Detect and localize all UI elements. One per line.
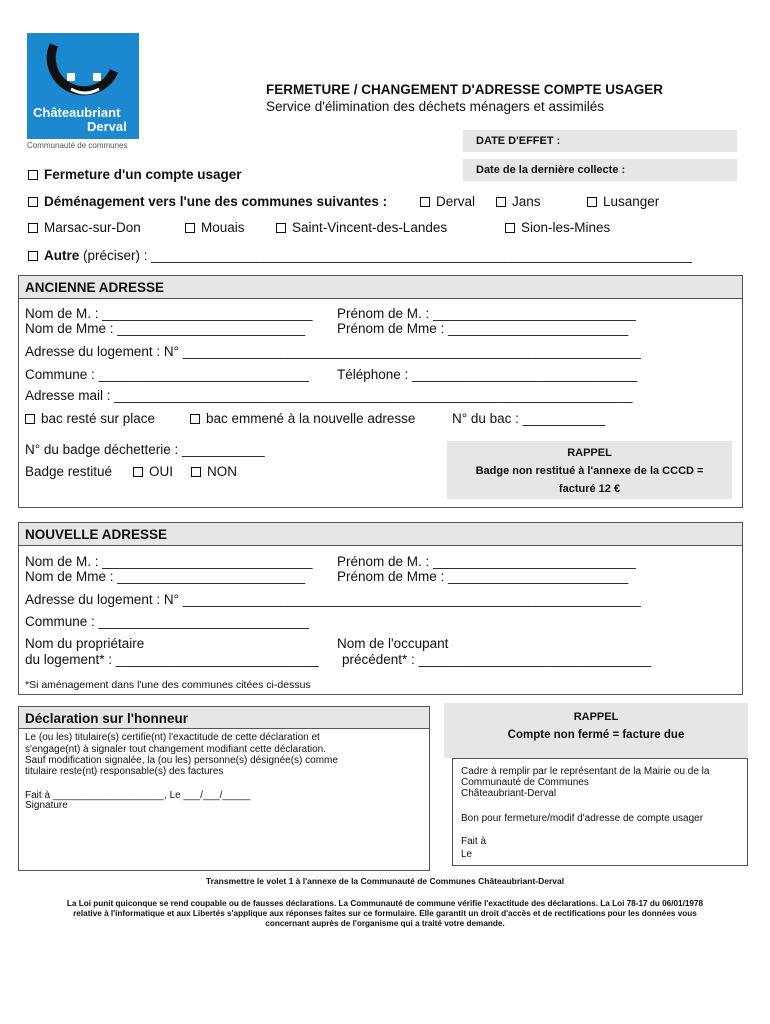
rappel-badge-line2: facturé 12 €	[558, 483, 621, 495]
option-sion[interactable]: Sion-les-Mines	[505, 220, 610, 235]
checkbox[interactable]	[587, 197, 597, 207]
declaration-panel	[18, 706, 430, 871]
checkbox[interactable]	[191, 467, 201, 477]
checkbox[interactable]	[28, 223, 38, 233]
ancienne-adresse[interactable]: Adresse du logement : N° _____________________________________________________________	[25, 344, 641, 359]
mairie-line2: Communauté de Communes	[461, 777, 589, 788]
mairie-le[interactable]: Le	[461, 849, 473, 860]
ancienne-nom-m[interactable]: Nom de M. : ____________________________	[25, 306, 313, 321]
checkbox[interactable]	[25, 414, 35, 424]
declaration-line4: titulaire reste(nt) responsable(s) des factures	[25, 766, 224, 777]
rappel-badge-box	[447, 441, 732, 499]
mairie-fait[interactable]: Fait à	[461, 836, 487, 847]
option-mouais[interactable]: Mouais	[185, 220, 245, 235]
page-subtitle: Service d'élimination des déchets ménagers et assimilés	[266, 99, 604, 114]
date-effet-label: DATE D'EFFET :	[476, 135, 561, 147]
option-lusanger[interactable]: Lusanger	[587, 194, 659, 209]
num-bac[interactable]: N° du bac : ___________	[452, 411, 606, 426]
option-demenagement[interactable]: Déménagement vers l'une des communes suivantes :	[28, 194, 387, 209]
declaration-line1: Le (ou les) titulaire(s) certifie(nt) l'exactitude de cette déclaration et	[25, 732, 320, 743]
nouvelle-adresse[interactable]: Adresse du logement : N° _____________________________________________________________	[25, 592, 641, 607]
nouvelle-prenom-m[interactable]: Prénom de M. : ___________________________	[337, 554, 636, 569]
ancienne-mail[interactable]: Adresse mail : _____________________________________________________________________	[25, 388, 633, 403]
footer-loi-line2: relative à l'informatique et aux Libertés s'applique aux réponses faites sur ce formulaire. Elle garantit un droit d'accès et de rectifications pour les données vous	[73, 909, 697, 918]
checkbox[interactable]	[420, 197, 430, 207]
date-collecte-box[interactable]	[463, 159, 737, 181]
badge-restitue-label: Badge restitué	[25, 464, 113, 479]
option-fermeture[interactable]: Fermeture d'un compte usager	[28, 167, 242, 182]
nouvelle-adresse-title: NOUVELLE ADRESSE	[19, 523, 742, 546]
declaration-title: Déclaration sur l'honneur	[19, 707, 429, 729]
nouvelle-commune[interactable]: Commune : ____________________________	[25, 614, 309, 629]
logo-caption: Communauté de communes	[27, 141, 128, 150]
nouvelle-note: *Si aménagement dans l'une des communes citées ci-dessus	[25, 679, 311, 691]
checkbox[interactable]	[28, 251, 38, 261]
num-badge[interactable]: N° du badge déchetterie : ___________	[25, 442, 265, 457]
nouvelle-nom-m[interactable]: Nom de M. : ____________________________	[25, 554, 313, 569]
option-autre[interactable]: Autre (préciser) : ________________________________________________________________________	[28, 248, 692, 263]
declaration-signature[interactable]: Signature	[25, 800, 68, 811]
footer-transmettre: Transmettre le volet 1 à l'annexe de la Communauté de Communes Châteaubriant-Derval	[205, 876, 565, 886]
declaration-line2: s'engage(nt) à signaler tout changement modifiant cette déclaration.	[25, 744, 326, 755]
mairie-line4: Bon pour fermeture/modif d'adresse de compte usager	[461, 813, 704, 824]
checkbox[interactable]	[28, 170, 38, 180]
option-badge-oui[interactable]: OUI	[133, 464, 173, 479]
logo-line2: Derval	[87, 119, 127, 134]
rappel-compte-title: RAPPEL	[573, 711, 619, 723]
ancienne-telephone[interactable]: Téléphone : ______________________________	[337, 367, 638, 382]
option-bac-emmene[interactable]: bac emmené à la nouvelle adresse	[190, 411, 415, 426]
logo	[27, 33, 139, 139]
rappel-badge-line1: Badge non restitué à l'annexe de la CCCD =	[475, 465, 704, 477]
proprietaire-field[interactable]: du logement* : ___________________________	[25, 652, 319, 667]
ancienne-prenom-m[interactable]: Prénom de M. : ___________________________	[337, 306, 636, 321]
rappel-compte-text: Compte non fermé = facture due	[507, 729, 685, 741]
occupant-label: Nom de l'occupant	[337, 636, 449, 651]
option-derval[interactable]: Derval	[420, 194, 475, 209]
ancienne-prenom-mme[interactable]: Prénom de Mme : ________________________	[337, 321, 629, 336]
page-title: FERMETURE / CHANGEMENT D'ADRESSE COMPTE USAGER	[266, 82, 663, 97]
declaration-fait[interactable]: Fait à ____________________, Le ___/___/_____	[25, 790, 251, 801]
option-jans[interactable]: Jans	[496, 194, 541, 209]
option-bac-place[interactable]: bac resté sur place	[25, 411, 155, 426]
nouvelle-prenom-mme[interactable]: Prénom de Mme : ________________________	[337, 569, 629, 584]
checkbox[interactable]	[190, 414, 200, 424]
mairie-line3: Châteaubriant-Derval	[461, 788, 557, 799]
ancienne-commune[interactable]: Commune : ____________________________	[25, 367, 309, 382]
checkbox[interactable]	[133, 467, 143, 477]
declaration-line3: Sauf modification signalée, la (ou les) personne(s) désignée(s) comme	[25, 755, 338, 766]
checkbox[interactable]	[276, 223, 286, 233]
nouvelle-adresse-panel	[18, 522, 743, 695]
nouvelle-nom-mme[interactable]: Nom de Mme : _________________________	[25, 569, 305, 584]
ancienne-nom-mme[interactable]: Nom de Mme : _________________________	[25, 321, 305, 336]
proprietaire-label: Nom du propriétaire	[25, 636, 145, 651]
date-effet-box[interactable]	[463, 130, 737, 152]
checkbox[interactable]	[28, 197, 38, 207]
footer-loi-line3: concernant auprès de l'organisme qui a traité votre demande.	[265, 919, 505, 928]
date-collecte-label: Date de la dernière collecte :	[476, 164, 626, 176]
checkbox[interactable]	[505, 223, 515, 233]
option-marsac[interactable]: Marsac-sur-Don	[28, 220, 141, 235]
option-saint-vincent[interactable]: Saint-Vincent-des-Landes	[276, 220, 447, 235]
rappel-compte-box	[444, 703, 748, 758]
ancienne-adresse-title: ANCIENNE ADRESSE	[19, 276, 742, 299]
checkbox[interactable]	[496, 197, 506, 207]
rappel-badge-title: RAPPEL	[567, 447, 612, 459]
mairie-line1: Cadre à remplir par le représentant de la Mairie ou de la	[461, 766, 710, 777]
checkbox[interactable]	[185, 223, 195, 233]
logo-line1: Châteaubriant	[33, 105, 121, 120]
option-badge-non[interactable]: NON	[191, 464, 237, 479]
footer-loi-line1: La Loi punit quiconque se rend coupable ou de fausses déclarations. La Communauté de commune vérifie l'exactitude des déclarations. La Loi 78-17 du 06/01/1978	[66, 899, 704, 908]
occupant-field[interactable]: précédent* : _______________________________	[342, 652, 652, 667]
